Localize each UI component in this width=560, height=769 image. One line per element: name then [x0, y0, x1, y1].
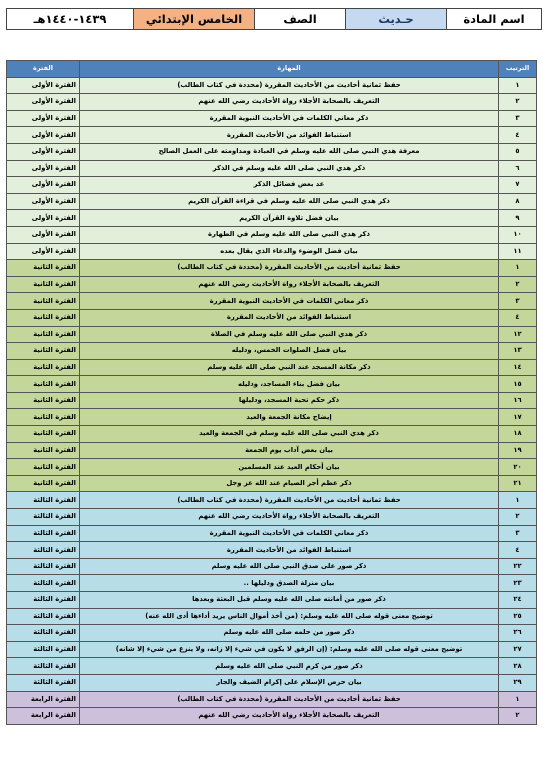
skills-table	[6, 60, 537, 725]
row-skill: توضيح معنى قوله صلى الله عليه وسلم: (إن الرفق لا يكون في شيء إلا زانه، ولا ينزع من شيء إلا شانه)	[80, 641, 499, 658]
row-number: ١٣	[499, 343, 537, 360]
table-row	[7, 625, 537, 642]
table-row	[7, 359, 537, 376]
row-period: الفترة الثانية	[7, 475, 80, 492]
table-row	[7, 492, 537, 509]
row-number: ٢٢	[499, 558, 537, 575]
row-number: ١١	[499, 243, 537, 260]
row-period: الفترة الثالثة	[7, 625, 80, 642]
row-number: ١٩	[499, 442, 537, 459]
row-skill: إيضاح مكانة الجمعة والعيد	[80, 409, 499, 426]
table-row	[7, 177, 537, 194]
table-row	[7, 558, 537, 575]
row-number: ٤	[499, 127, 537, 144]
row-period: الفترة الثانية	[7, 309, 80, 326]
table-row	[7, 293, 537, 310]
row-period: الفترة الثالثة	[7, 592, 80, 609]
row-skill: ذكر معاني الكلمات في الأحاديث النبوية المقررة	[80, 525, 499, 542]
row-period: الفترة الثانية	[7, 459, 80, 476]
row-period: الفترة الرابعة	[7, 708, 80, 725]
row-skill: ذكر هدي النبي صلى الله عليه وسلم في الذكر	[80, 160, 499, 177]
row-number: ١٧	[499, 409, 537, 426]
row-number: ٩	[499, 210, 537, 227]
row-period: الفترة الثالثة	[7, 492, 80, 509]
subject-label: اسم المادة	[447, 9, 542, 30]
row-skill: حفظ ثمانية أحاديث من الأحاديث المقررة (محددة في كتاب الطالب)	[80, 492, 499, 509]
grade-label: الصف	[255, 9, 346, 30]
column-header-period: الفترة	[7, 61, 80, 78]
row-number: ١٨	[499, 426, 537, 443]
header-row	[7, 9, 542, 30]
row-skill: ذكر هدي النبي صلى الله عليه وسلم في الطهارة	[80, 226, 499, 243]
row-number: ٢	[499, 276, 537, 293]
table-row	[7, 193, 537, 210]
row-number: ٢٠	[499, 459, 537, 476]
table-row	[7, 608, 537, 625]
table-row	[7, 475, 537, 492]
row-skill: بيان فضل الصلوات الخمس، ودليله	[80, 343, 499, 360]
row-number: ٢٣	[499, 575, 537, 592]
row-skill: التعريف بالصحابة الأجلاء رواة الأحاديث رضي الله عنهم	[80, 276, 499, 293]
table-row	[7, 509, 537, 526]
table-row	[7, 426, 537, 443]
row-period: الفترة الثانية	[7, 426, 80, 443]
row-skill: ذكر هدي النبي صلى الله عليه وسلم في الصلاة	[80, 326, 499, 343]
column-header-skill: المهارة	[80, 61, 499, 78]
row-skill: بيان حرص الإسلام على إكرام الضيف والجار	[80, 674, 499, 691]
table-row	[7, 542, 537, 559]
row-skill: ذكر صور من كرم النبي صلى الله عليه وسلم	[80, 658, 499, 675]
table-row	[7, 309, 537, 326]
table-row	[7, 94, 537, 111]
table-row	[7, 392, 537, 409]
row-skill: ذكر عظم أجر الصيام عند الله عز وجل	[80, 475, 499, 492]
row-skill: التعريف بالصحابة الأجلاء رواة الأحاديث رضي الله عنهم	[80, 94, 499, 111]
row-period: الفترة الثالثة	[7, 608, 80, 625]
table-row	[7, 260, 537, 277]
row-number: ١	[499, 691, 537, 708]
row-period: الفترة الثانية	[7, 392, 80, 409]
table-row	[7, 708, 537, 725]
table-row	[7, 77, 537, 94]
row-number: ٢٦	[499, 625, 537, 642]
row-period: الفترة الثالثة	[7, 558, 80, 575]
row-period: الفترة الأولى	[7, 94, 80, 111]
row-period: الفترة الأولى	[7, 177, 80, 194]
row-number: ١٢	[499, 326, 537, 343]
table-row	[7, 575, 537, 592]
row-skill: بيان أحكام العيد عند المسلمين	[80, 459, 499, 476]
row-number: ١	[499, 77, 537, 94]
row-period: الفترة الثالثة	[7, 542, 80, 559]
row-period: الفترة الأولى	[7, 226, 80, 243]
row-period: الفترة الثانية	[7, 359, 80, 376]
row-skill: حفظ ثمانية أحاديث من الأحاديث المقررة (محددة في كتاب الطالب)	[80, 77, 499, 94]
table-row	[7, 674, 537, 691]
row-skill: بيان منزلة الصدق ودليلها ..	[80, 575, 499, 592]
row-period: الفترة الثالثة	[7, 658, 80, 675]
row-number: ٢٩	[499, 674, 537, 691]
row-skill: معرفة هدي النبي صلى الله عليه وسلم في العبادة ومداومته على العمل الصالح	[80, 143, 499, 160]
table-row	[7, 160, 537, 177]
row-skill: ذكر حكم تحية المسجد، ودليلها	[80, 392, 499, 409]
row-number: ٣	[499, 293, 537, 310]
row-period: الفترة الأولى	[7, 210, 80, 227]
row-number: ٨	[499, 193, 537, 210]
row-period: الفترة الثانية	[7, 326, 80, 343]
row-number: ١٦	[499, 392, 537, 409]
row-number: ٢١	[499, 475, 537, 492]
row-period: الفترة الثالثة	[7, 674, 80, 691]
table-row	[7, 691, 537, 708]
table-row	[7, 127, 537, 144]
row-period: الفترة الثالثة	[7, 509, 80, 526]
table-row	[7, 459, 537, 476]
row-period: الفترة الأولى	[7, 143, 80, 160]
row-number: ٧	[499, 177, 537, 194]
header-table	[6, 8, 542, 30]
row-skill: ذكر صور من حلمه صلى الله عليه وسلم	[80, 625, 499, 642]
row-skill: ذكر هدي النبي صلى الله عليه وسلم في قراءة القرآن الكريم	[80, 193, 499, 210]
table-row	[7, 326, 537, 343]
row-skill: استنباط الفوائد من الأحاديث المقررة	[80, 309, 499, 326]
table-row	[7, 210, 537, 227]
row-skill: ذكر معاني الكلمات في الأحاديث النبوية المقررة	[80, 293, 499, 310]
row-period: الفترة الأولى	[7, 110, 80, 127]
table-row	[7, 343, 537, 360]
row-period: الفترة الأولى	[7, 77, 80, 94]
row-number: ٢	[499, 708, 537, 725]
row-number: ٤	[499, 309, 537, 326]
row-number: ٢٧	[499, 641, 537, 658]
academic-year: ١٤٣٩-١٤٤٠هـ	[7, 9, 134, 30]
row-skill: عد بعض فضائل الذكر	[80, 177, 499, 194]
table-row	[7, 243, 537, 260]
row-skill: توضيح معنى قوله صلى الله عليه وسلم: (من أخذ أموال الناس يريد أداءها أدى الله عنه)	[80, 608, 499, 625]
row-number: ٤	[499, 542, 537, 559]
row-skill: التعريف بالصحابة الأجلاء رواة الأحاديث رضي الله عنهم	[80, 509, 499, 526]
row-period: الفترة الثالثة	[7, 575, 80, 592]
row-skill: حفظ ثمانية أحاديث من الأحاديث المقررة (محددة في كتاب الطالب)	[80, 260, 499, 277]
table-row	[7, 442, 537, 459]
row-period: الفترة الثالثة	[7, 641, 80, 658]
row-number: ٢٨	[499, 658, 537, 675]
table-row	[7, 409, 537, 426]
row-skill: ذكر مكانة المسجد عند النبي صلى الله عليه وسلم	[80, 359, 499, 376]
row-skill: بيان فضل الوضوء والدعاء الذي يقال بعده	[80, 243, 499, 260]
row-number: ١٠	[499, 226, 537, 243]
row-skill: ذكر معاني الكلمات في الأحاديث النبوية المقررة	[80, 110, 499, 127]
table-row	[7, 525, 537, 542]
row-period: الفترة الأولى	[7, 243, 80, 260]
row-number: ٥	[499, 143, 537, 160]
row-period: الفترة الثانية	[7, 442, 80, 459]
row-skill: ذكر صور من أمانته صلى الله عليه وسلم قبل البعثة وبعدها	[80, 592, 499, 609]
table-row	[7, 658, 537, 675]
row-skill: استنباط الفوائد من الأحاديث المقررة	[80, 127, 499, 144]
row-skill: استنباط الفوائد من الأحاديث المقررة	[80, 542, 499, 559]
row-period: الفترة الثانية	[7, 276, 80, 293]
table-row	[7, 641, 537, 658]
row-number: ١٤	[499, 359, 537, 376]
skills-table-body	[7, 77, 537, 724]
table-row	[7, 110, 537, 127]
row-number: ٢٤	[499, 592, 537, 609]
row-period: الفترة الأولى	[7, 127, 80, 144]
row-number: ١	[499, 260, 537, 277]
row-number: ٢	[499, 94, 537, 111]
row-period: الفترة الثانية	[7, 260, 80, 277]
row-skill: ذكر صور على صدق النبي صلى الله عليه وسلم	[80, 558, 499, 575]
table-row	[7, 143, 537, 160]
row-skill: بيان بعض آداب يوم الجمعة	[80, 442, 499, 459]
row-period: الفترة الثانية	[7, 376, 80, 393]
row-skill: بيان فضل تلاوة القرآن الكريم	[80, 210, 499, 227]
grade-value: الخامس الإبتدائي	[134, 9, 255, 30]
row-period: الفترة الثالثة	[7, 525, 80, 542]
row-number: ١٥	[499, 376, 537, 393]
row-number: ٣	[499, 110, 537, 127]
table-row	[7, 592, 537, 609]
row-period: الفترة الثانية	[7, 343, 80, 360]
row-skill: التعريف بالصحابة الأجلاء رواة الأحاديث رضي الله عنهم	[80, 708, 499, 725]
row-number: ٦	[499, 160, 537, 177]
skills-table-header	[7, 61, 537, 78]
row-skill: حفظ ثمانية أحاديث من الأحاديث المقررة (محددة في كتاب الطالب)	[80, 691, 499, 708]
row-period: الفترة الثانية	[7, 293, 80, 310]
table-row	[7, 376, 537, 393]
table-row	[7, 226, 537, 243]
subject-value: حـديث	[346, 9, 447, 30]
row-period: الفترة الثانية	[7, 409, 80, 426]
row-number: ١	[499, 492, 537, 509]
row-period: الفترة الرابعة	[7, 691, 80, 708]
row-period: الفترة الأولى	[7, 160, 80, 177]
row-number: ٢	[499, 509, 537, 526]
column-header-number: الترتيب	[499, 61, 537, 78]
row-skill: ذكر هدي النبي صلى الله عليه وسلم في الجمعة والعيد	[80, 426, 499, 443]
row-period: الفترة الأولى	[7, 193, 80, 210]
row-number: ٢٥	[499, 608, 537, 625]
table-row	[7, 276, 537, 293]
row-number: ٣	[499, 525, 537, 542]
row-skill: بيان فضل بناء المساجد، ودليله	[80, 376, 499, 393]
